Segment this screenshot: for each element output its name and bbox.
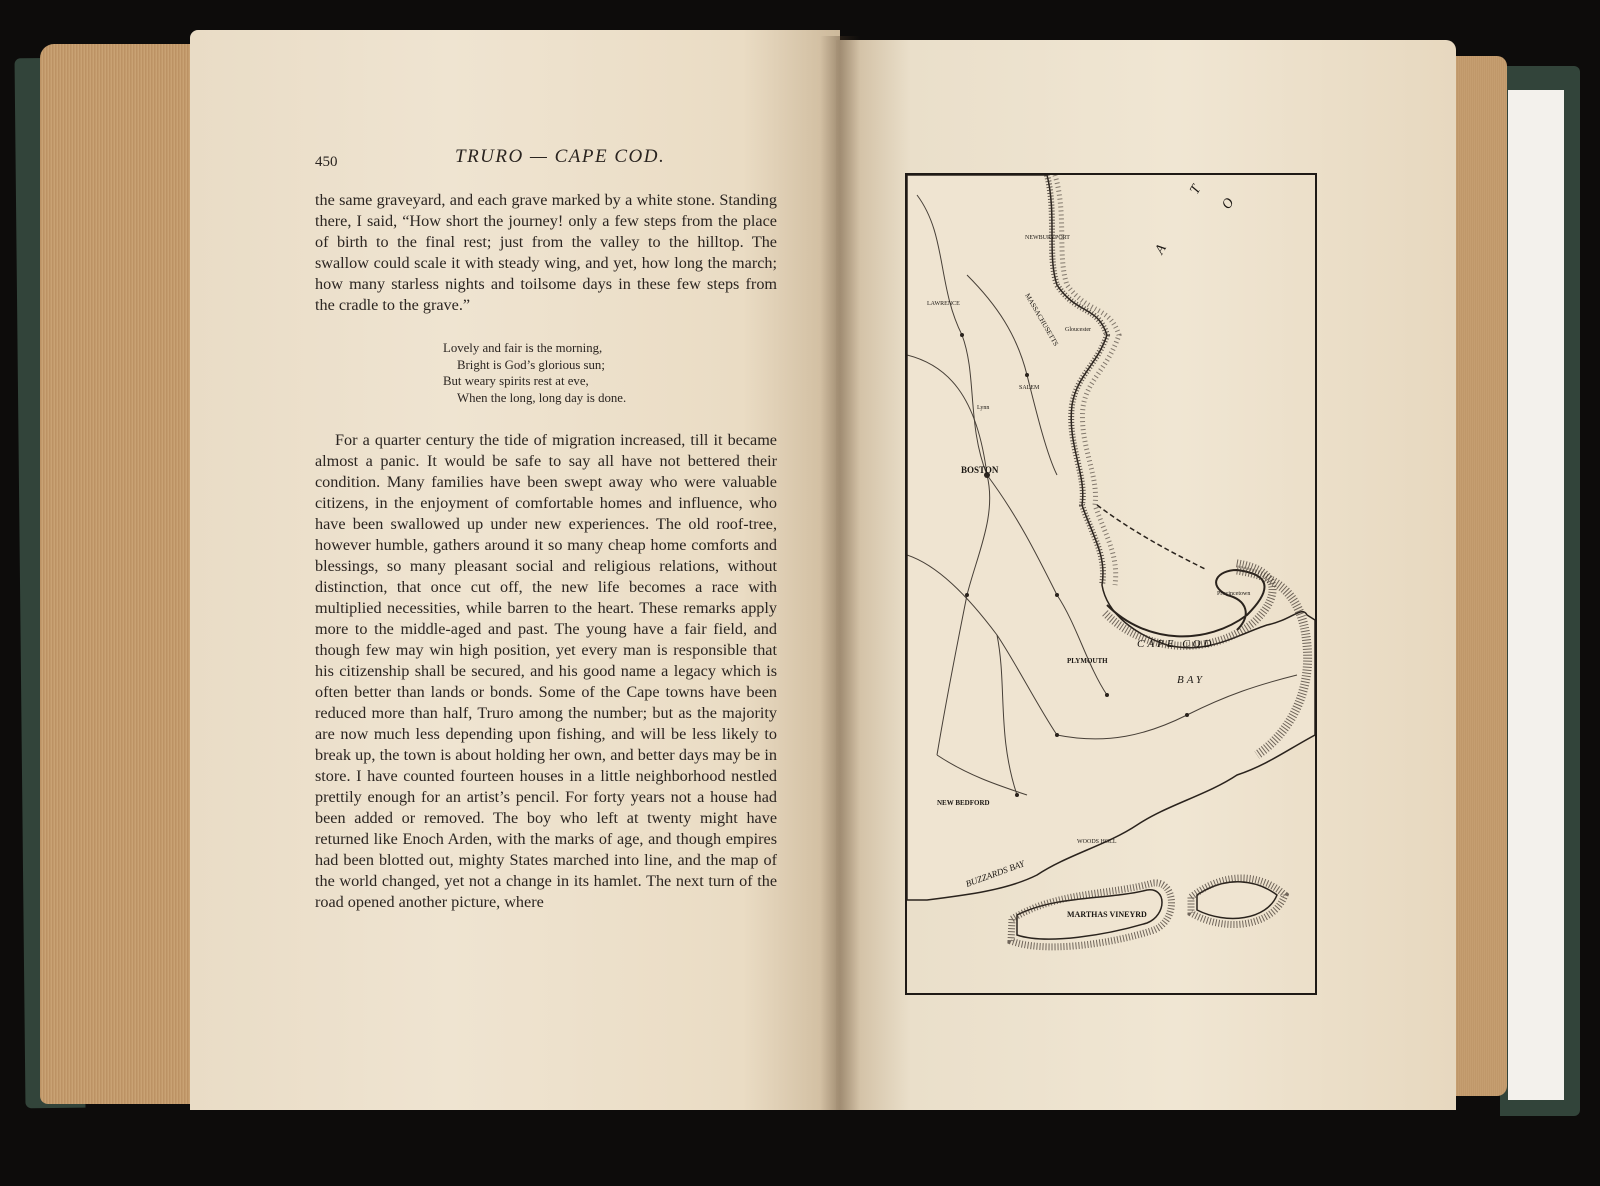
map-label-plymouth: PLYMOUTH [1067,657,1108,665]
paragraph-1: the same graveyard, and each grave marked by a white stone. Standing there, I said, “How short the journey! only a few steps from the place of birth to the final rest; just from the valley to the hilltop. The swallow could scale it with steady wing, and yet, how long the march; how many starless nights and toilsome days in these few steps from the cradle to the grave.” [315,191,777,314]
map-label-lynn: Lynn [977,405,990,411]
page-edges-left [40,44,205,1104]
paragraph-2: For a quarter century the tide of migration increased, till it became almost a panic. It would be safe to say all have not bettered their condition. Many families have been swept away who were valuable citizens, in the enjoyment of comfortable homes and influence, who have been swallowed up under new experiences. The old roof-tree, however humble, gathers around it so many cheap home comforts and blessings, so many pleasant social and religious relations, without distinction, that once cut off, the new life becomes a race with multiplied necessities, while barren to the heart. These remarks apply more to the middle-aged and past. The young have a fair field, and though few may win high position, yet every man is responsible that his citizenship shall be secured, and his good name a legacy which is often better than lands or bonds. Some of the Cape towns have been reduced more than half, Truro among the number; but as the majority are now much less depending upon fishing, and will be less likely to break up, the town is about holding her own, and better days may be in store. I have counted fourteen houses in a little neighborhood nestled prettily enough for an artist’s pencil. For forty years not a house had been added or removed. The boy who left at twenty might have returned like Enoch Arden, with the marks of age, and though empires had been blotted out, mighty States marched into line, and the map of the world changed, yet not a change in its hamlet. The next turn of the road opened another picture, where [315,431,777,911]
running-head [315,146,785,176]
poem [443,340,777,406]
map-land [907,175,1315,900]
map-label-buzzards-bay: BUZZARDS BAY [964,858,1026,889]
map-label-massachusetts: MASSACHUSETTS [1023,292,1060,348]
map-label-newburyport: NEWBURYPORT [1025,235,1070,241]
map-label-new-bedford: NEW BEDFORD [937,799,990,807]
poem-line-2: Bright is God’s glorious sun; [457,357,605,372]
map-label-marthas-vineyard: MARTHAS VINEYRD [1067,910,1147,919]
map-label-gloucester: Gloucester [1065,327,1091,333]
map-label-ocean-a: A [1152,242,1170,257]
body-text [315,190,777,913]
map-label-provincetown: Provincetown [1217,591,1251,597]
map-label-salem: SALEM [1019,385,1040,391]
map-label-ocean-o: O [1219,195,1238,212]
map-illustration [905,173,1317,995]
map-label-bay: BAY [1177,674,1205,686]
poem-line-3: But weary spirits rest at eve, [443,374,589,388]
nantucket [1197,882,1277,919]
poem-line-4: When the long, long day is done. [457,390,627,405]
map-label-boston: BOSTON [961,465,999,475]
cover-endpaper [1508,90,1564,1100]
running-head-title: TRURO — CAPE COD. [455,146,666,167]
map-label-woods-hole: WOODS HOLL [1077,839,1117,845]
book-gutter [820,36,860,1110]
map-label-cape-cod: CAPE COD [1137,638,1215,650]
page-number: 450 [315,154,338,170]
map-label-ocean-t: T [1187,182,1205,197]
poem-line-1: Lovely and fair is the morning, [443,341,603,355]
map-label-lawrence: LAWRENCE [927,301,960,307]
map-svg [907,175,1315,993]
